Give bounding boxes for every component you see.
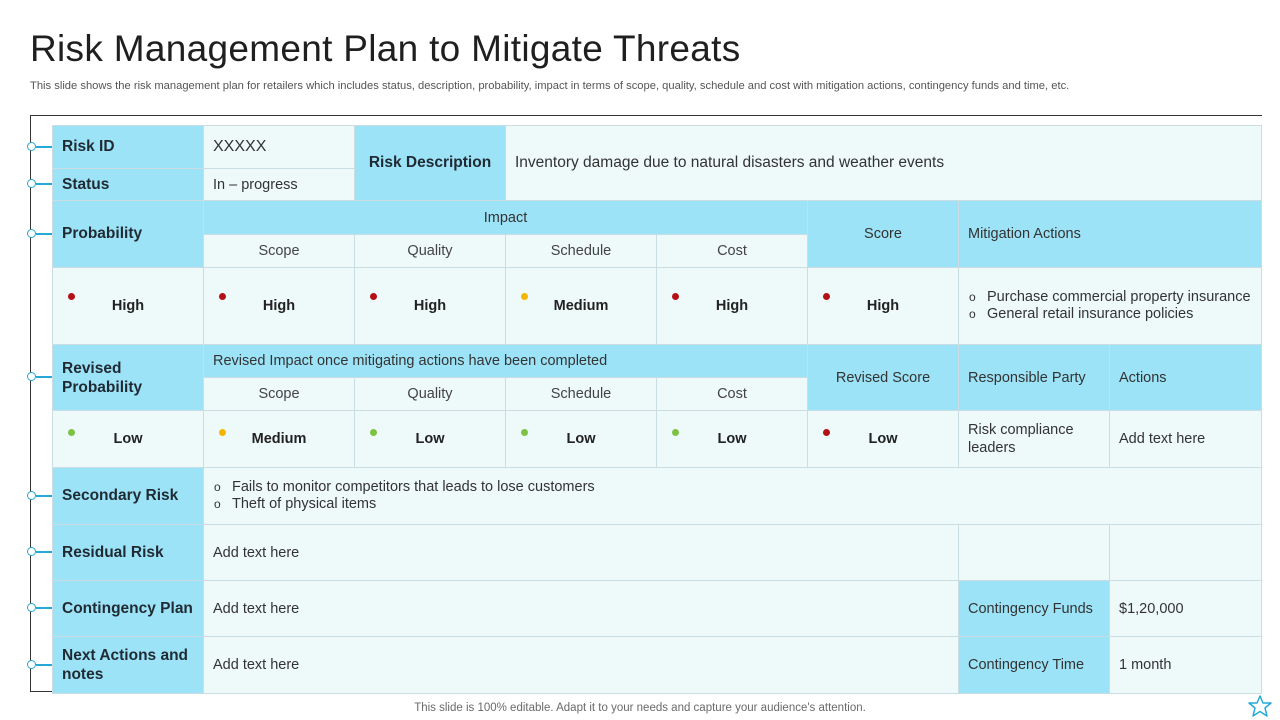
impact-schedule-cell [506,268,657,345]
risk-level-dot-icon [219,293,226,300]
table-row [53,268,1262,345]
empty-cell [959,525,1110,581]
contingency-funds-value: $1,20,000 [1110,581,1262,637]
score-cell [808,268,959,345]
revised-probability-cell [53,411,204,468]
probability-level-cell [53,268,204,345]
impact-scope-level: High [262,298,296,314]
revised-score-level: Low [868,431,898,447]
contingency-funds-label: Contingency Funds [959,581,1110,637]
revised-col-cost: Cost [657,378,808,411]
page-subtitle: This slide shows the risk management plan for retailers which includes status, description, probability, impact in terms of scope, quality, schedule and cost with mitigation actions, contingency funds and time, etc. [30,80,1070,92]
mitigation-actions-cell [959,268,1262,345]
status-label: Status [53,169,204,201]
revised-col-scope: Scope [204,378,355,411]
risk-id-value: XXXXX [204,126,355,169]
risk-description-label: Risk Description [355,126,506,201]
score-level: High [866,298,900,314]
revised-probability-level: Low [113,431,143,447]
star-outline-icon [1246,694,1274,720]
impact-quality-level: High [413,298,447,314]
circle-line-connector-icon [27,142,52,151]
risk-level-dot-icon [672,429,679,436]
revised-quality-cell [355,411,506,468]
list-item: o General retail insurance policies [968,306,1252,324]
revised-schedule-level: Low [566,431,596,447]
impact-col-quality: Quality [355,235,506,268]
table-row [53,345,1262,378]
impact-scope-cell [204,268,355,345]
impact-quality-cell [355,268,506,345]
mitigation-header: Mitigation Actions [959,201,1262,268]
risk-level-dot-icon [219,429,226,436]
probability-level: High [111,298,145,314]
risk-level-dot-icon [370,429,377,436]
risk-level-dot-icon [823,293,830,300]
circle-line-connector-icon [27,603,52,612]
risk-level-dot-icon [370,293,377,300]
actions-header: Actions [1110,345,1262,411]
risk-id-label: Risk ID [53,126,204,169]
contingency-plan-value: Add text here [204,581,959,637]
revised-scope-level: Medium [251,431,307,447]
list-item: o Purchase commercial property insurance [968,289,1252,307]
secondary-risk-label: Secondary Risk [53,468,204,525]
page-footer: This slide is 100% editable. Adapt it to your needs and capture your audience's attention. [414,702,866,714]
revised-score-cell [808,411,959,468]
revised-cost-level: Low [717,431,747,447]
mitigation-list [968,289,1252,324]
revised-probability-label: Revised Probability [53,345,204,411]
next-actions-label: Next Actions and notes [53,637,204,694]
revised-scope-cell [204,411,355,468]
impact-cost-level: High [715,298,749,314]
table-row [53,468,1262,525]
risk-plan-table [52,125,1262,694]
circle-line-connector-icon [27,660,52,669]
impact-header: Impact [204,201,808,235]
actions-value: Add text here [1110,411,1262,468]
list-item: o Theft of physical items [213,496,1252,514]
revised-schedule-cell [506,411,657,468]
revised-quality-level: Low [415,431,445,447]
page-title: Risk Management Plan to Mitigate Threats [30,28,741,69]
contingency-plan-label: Contingency Plan [53,581,204,637]
risk-level-dot-icon [823,429,830,436]
risk-level-dot-icon [672,293,679,300]
revised-impact-header: Revised Impact once mitigating actions have been completed [204,345,808,378]
risk-level-dot-icon [68,293,75,300]
risk-description-value: Inventory damage due to natural disasters and weather events [506,126,1262,201]
impact-col-scope: Scope [204,235,355,268]
risk-level-dot-icon [68,429,75,436]
secondary-risk-cell [204,468,1262,525]
empty-cell [1110,525,1262,581]
secondary-risk-list [213,479,1252,514]
impact-cost-cell [657,268,808,345]
residual-risk-label: Residual Risk [53,525,204,581]
impact-schedule-level: Medium [553,298,609,314]
responsible-party-value: Risk compliance leaders [959,411,1110,468]
circle-line-connector-icon [27,491,52,500]
list-item: o Fails to monitor competitors that leads to lose customers [213,479,1252,497]
revised-col-schedule: Schedule [506,378,657,411]
impact-col-cost: Cost [657,235,808,268]
table-row [53,411,1262,468]
contingency-time-value: 1 month [1110,637,1262,694]
score-header: Score [808,201,959,268]
impact-col-schedule: Schedule [506,235,657,268]
risk-level-dot-icon [521,429,528,436]
risk-level-dot-icon [521,293,528,300]
next-actions-value: Add text here [204,637,959,694]
probability-label: Probability [53,201,204,268]
responsible-party-header: Responsible Party [959,345,1110,411]
revised-score-header: Revised Score [808,345,959,411]
table-row [53,637,1262,694]
table-row [53,126,1262,169]
residual-risk-value: Add text here [204,525,959,581]
circle-line-connector-icon [27,229,52,238]
revised-col-quality: Quality [355,378,506,411]
contingency-time-label: Contingency Time [959,637,1110,694]
revised-cost-cell [657,411,808,468]
table-row [53,525,1262,581]
circle-line-connector-icon [27,547,52,556]
table-row [53,581,1262,637]
status-value: In – progress [204,169,355,201]
table-row [53,201,1262,235]
circle-line-connector-icon [27,179,52,188]
circle-line-connector-icon [27,372,52,381]
